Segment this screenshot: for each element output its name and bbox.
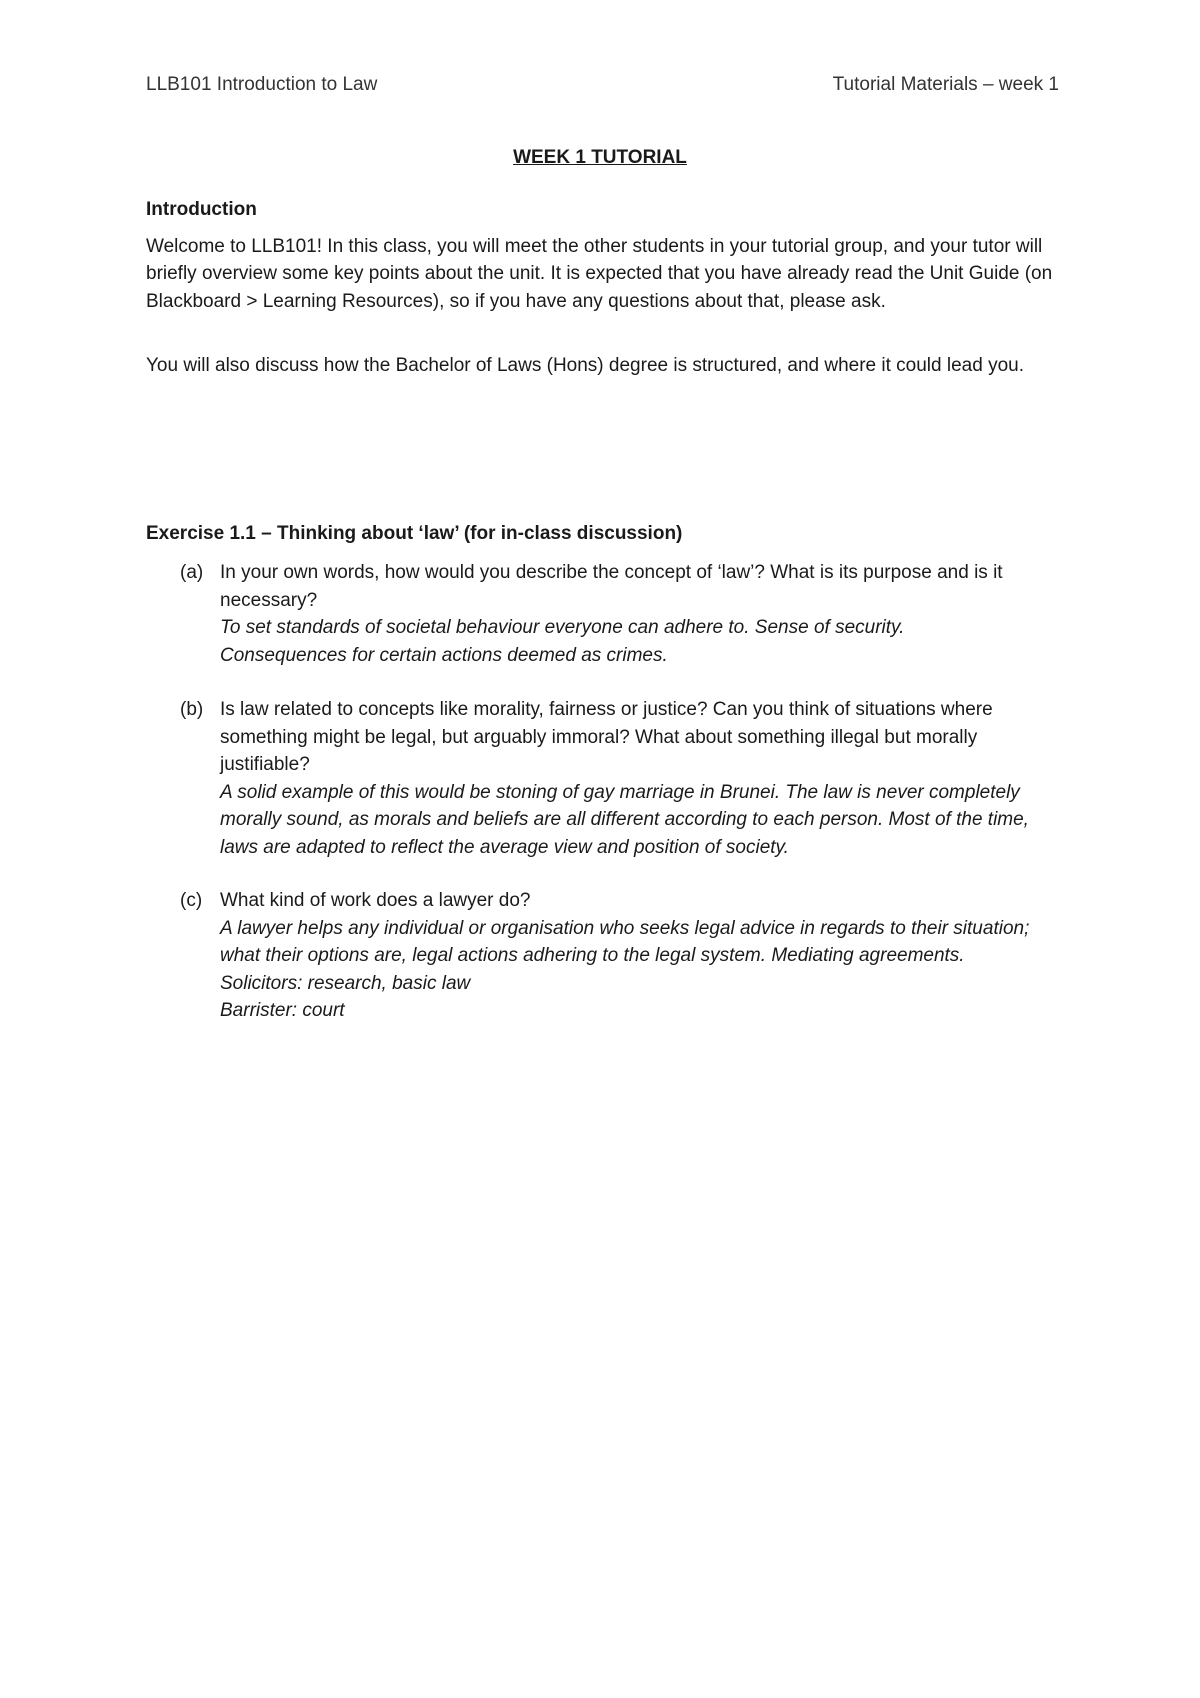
item-label: (b): [180, 699, 204, 720]
item-answer: To set standards of societal behaviour everyone can adhere to. Sense of security.: [220, 617, 905, 638]
introduction-heading: Introduction: [146, 199, 257, 220]
exercise-item-c: [146, 887, 1066, 1025]
item-answer: Consequences for certain actions deemed as crimes.: [220, 644, 668, 666]
item-answer: A lawyer helps any individual or organisation who seeks legal advice in regards to their situation; what their options are, legal actions adhering to the legal system. Mediating agreements.: [220, 917, 1030, 966]
item-question: Is law related to concepts like morality, fairness or justice? Can you think of situations where something might be legal, but arguably immoral? What about something illegal but morally justifiable?: [220, 699, 993, 775]
page-header: [146, 74, 1059, 96]
item-label: (a): [180, 562, 204, 583]
item-label: (c): [180, 890, 203, 911]
introduction-section: [146, 196, 1066, 380]
item-answer: A solid example of this would be stoning of gay marriage in Brunei. The law is never completely morally sound, as morals and beliefs are all different according to each person. Most of the time, laws are adapted to reflect the average view and position of society.: [220, 781, 1029, 858]
exercise-item-b: [146, 696, 1066, 861]
header-materials-label: Tutorial Materials – week 1: [832, 74, 1059, 95]
document-title: WEEK 1 TUTORIAL: [513, 147, 687, 168]
header-course-title: LLB101 Introduction to Law: [146, 74, 378, 95]
exercise-heading: Exercise 1.1 – Thinking about ‘law’ (for in-class discussion): [146, 523, 683, 544]
item-body: [220, 887, 1066, 1025]
item-body: [220, 696, 1066, 861]
exercise-heading-block: [146, 520, 1066, 548]
item-question: In your own words, how would you describe the concept of ‘law’? What is its purpose and is it necessary?: [220, 562, 1003, 611]
item-answer: Solicitors: research, basic law: [220, 972, 471, 994]
introduction-paragraph-1: Welcome to LLB101! In this class, you will meet the other students in your tutorial group, and your tutor will briefly overview some key points about the unit. It is expected that you have already read the Unit Guide (on Blackboard > Learning Resources), so if you have any questions about that, please ask.: [146, 235, 1053, 312]
item-body: [220, 559, 1066, 669]
introduction-paragraph-2: You will also discuss how the Bachelor of Laws (Hons) degree is structured, and where it could lead you.: [146, 355, 1024, 376]
item-answer: Barrister: court: [220, 1000, 345, 1021]
item-question: What kind of work does a lawyer do?: [220, 890, 531, 911]
exercise-item-a: [146, 559, 1066, 669]
